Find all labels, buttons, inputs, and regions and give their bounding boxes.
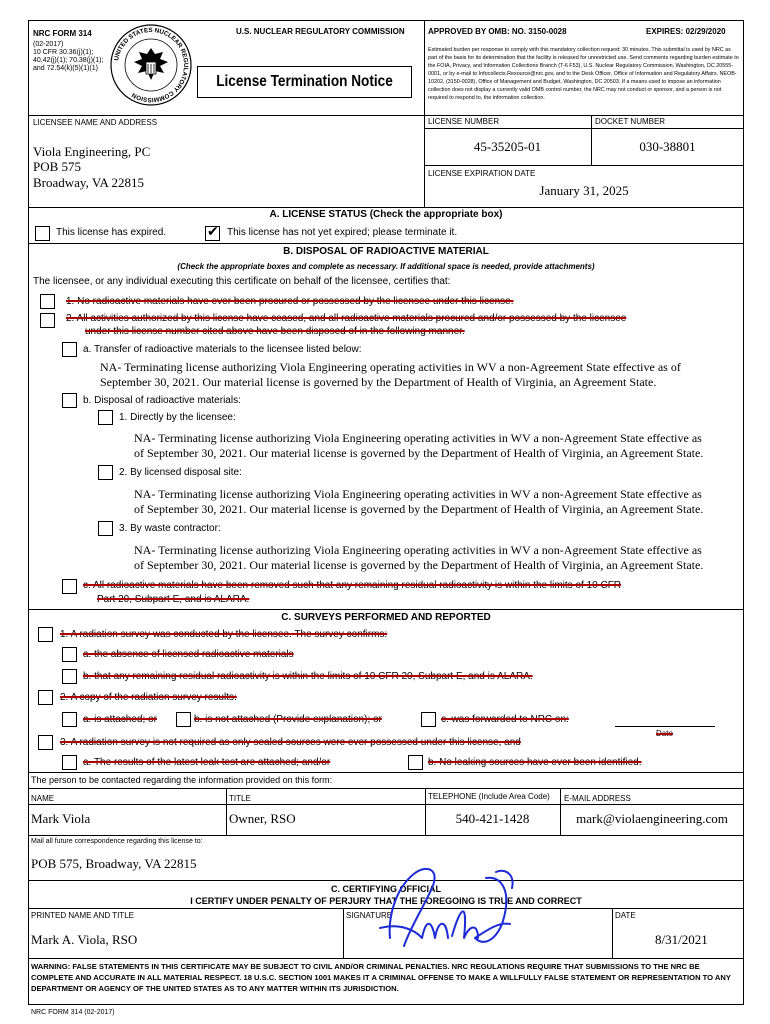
section-b-rule — [28, 243, 744, 244]
c2a-checkbox[interactable] — [62, 712, 77, 727]
form-date: (02-2017) — [33, 41, 64, 48]
certify-title: C. CERTIFYING OFFICIAL — [331, 884, 441, 894]
b2b2-label: 2. By licensed disposal site: — [119, 467, 242, 478]
licensee-label: LICENSEE NAME AND ADDRESS — [33, 118, 158, 127]
b1-checkbox[interactable] — [40, 294, 55, 309]
not-expired-checkbox[interactable] — [205, 226, 220, 241]
docket-number-label: DOCKET NUMBER — [595, 117, 666, 126]
form-number: NRC FORM 314 — [33, 29, 92, 38]
section-c-rule — [28, 609, 744, 610]
contact-email-label: E-MAIL ADDRESS — [564, 794, 631, 803]
b2-text-line2: under this license number cited above have been disposed of in the following manner. — [85, 326, 465, 337]
c2-text: 2. A copy of the radiation survey results: — [60, 692, 237, 703]
contact-phone-label: TELEPHONE (Include Area Code) — [428, 792, 550, 801]
b2b3-label: 3. By waste contractor: — [119, 523, 221, 534]
b2b3-text-line1[interactable]: NA- Terminating license authorizing Viola Engineering operating activities in WV a non-Agreement State effective as — [134, 543, 702, 557]
b2b2-checkbox[interactable] — [98, 465, 113, 480]
contact-intro: The person to be contacted regarding the information provided on this form: — [31, 775, 333, 785]
c2b-checkbox[interactable] — [176, 712, 191, 727]
b2b2-text-line2[interactable]: of September 30, 2021. Our material license is governed by the Department of Health of Virginia, an Agreement State. — [134, 502, 704, 516]
section-b-intro: The licensee, or any individual executing this certificate on behalf of the licensee, certifies that: — [33, 276, 451, 287]
contact-name-label: NAME — [31, 794, 55, 803]
b2a-text-line1[interactable]: NA- Terminating license authorizing Viola Engineering operating activities in WV a non-Agreement State effective as of — [100, 360, 681, 374]
c1a-text: a. the absence of licensed radioactive materials — [83, 649, 294, 660]
header-rule — [28, 115, 744, 116]
agency-name: U.S. NUCLEAR REGULATORY COMMISSION — [236, 27, 405, 36]
printed-name-label: PRINTED NAME AND TITLE — [31, 911, 134, 920]
contact-title-label: TITLE — [229, 794, 251, 803]
not-expired-label: This license has not yet expired; please terminate it. — [227, 227, 458, 238]
b2b1-checkbox[interactable] — [98, 410, 113, 425]
svg-text:UNITED STATES NUCLEAR REGULATO: UNITED STATES NUCLEAR REGULATORY COMMISSION — [113, 26, 190, 104]
c2c-text: c. was forwarded to NRC on: — [441, 714, 569, 725]
b2b-checkbox[interactable] — [62, 393, 77, 408]
form-title: License Termination Notice — [216, 73, 393, 90]
b2b3-text-line2[interactable]: of September 30, 2021. Our material license is governed by the Department of Health of Virginia, an Agreement State. — [134, 558, 704, 572]
b2b1-text-line2[interactable]: of September 30, 2021. Our material license is governed by the Department of Health of Virginia, an Agreement State. — [134, 446, 704, 460]
b2c-checkbox[interactable] — [62, 579, 77, 594]
contact-label-rule — [28, 804, 744, 805]
contact-phone-field[interactable]: 540-421-1428 — [455, 811, 530, 826]
c3-checkbox[interactable] — [38, 735, 53, 750]
handwritten-signature[interactable] — [360, 858, 530, 958]
certify-subtitle: I CERTIFY UNDER PENALTY OF PERJURY THAT THE FOREGOING IS TRUE AND CORRECT — [190, 896, 582, 906]
c2a-text: a. is attached; or — [83, 714, 157, 725]
section-b-subtitle: (Check the appropriate boxes and complete as necessary. If additional space is needed, provide attachments) — [177, 262, 595, 271]
cfr-line-1: 10 CFR 30.36(j)(1); — [33, 49, 94, 56]
warning-rule — [28, 958, 744, 959]
b2a-label: a. Transfer of radioactive materials to the licensee listed below: — [83, 344, 362, 355]
c3a-text: a. The results of the latest leak test are attached; and/or — [83, 757, 331, 768]
c2c-date-line[interactable] — [615, 726, 715, 727]
form-title-box — [197, 66, 412, 98]
section-a-rule — [28, 207, 744, 208]
c3a-checkbox[interactable] — [62, 755, 77, 770]
c2-checkbox[interactable] — [38, 690, 53, 705]
section-a-title: A. LICENSE STATUS (Check the appropriate box) — [269, 209, 503, 220]
mail-label: Mail all future correspondence regarding this license to: — [31, 838, 203, 845]
c3b-text: b. No leaking sources have ever been identified. — [428, 757, 642, 768]
license-number-label: LICENSE NUMBER — [428, 117, 500, 126]
c3-text: 3. A radiation survey is not required as only sealed sources were ever possessed under this license, and — [60, 737, 521, 748]
b2b1-label: 1. Directly by the licensee: — [119, 412, 236, 423]
mail-field[interactable]: POB 575, Broadway, VA 22815 — [31, 856, 197, 871]
docket-number-field[interactable]: 030-38801 — [639, 139, 696, 154]
contact-title-field[interactable]: Owner, RSO — [229, 811, 296, 826]
c3b-checkbox[interactable] — [408, 755, 423, 770]
b2b2-text-line1[interactable]: NA- Terminating license authorizing Viola Engineering operating activities in WV a non-Agreement State effective as — [134, 487, 702, 501]
b2b-label: b. Disposal of radioactive materials: — [83, 395, 241, 406]
b2c-text-line2: Part 20, Subpart E, and is ALARA. — [97, 594, 250, 605]
license-expiration-label: LICENSE EXPIRATION DATE — [428, 169, 536, 178]
signature-label: SIGNATURE — [346, 911, 393, 920]
warning-text: WARNING: FALSE STATEMENTS IN THIS CERTIFICATE MAY BE SUBJECT TO CIVIL AND/OR CRIMINAL PENALTIES. NRC REGULATIONS REQUIRE THAT SUBMISSIONS TO THE NRC BE COMPLETE AND ACCURATE IN ALL MATERIAL RESPECT. 18 U.S.C. SECTION 1001 MAKES IT A CRIMINAL OFFENSE TO MAKE A WILLFULLY FALSE STATEMENT OR REPRESENTATION TO ANY DEPARTMENT OR AGENCY OF THE UNITED STATES AS TO ANY MATTER WITHIN ITS JURISDICTION. — [31, 962, 731, 993]
c1-checkbox[interactable] — [38, 627, 53, 642]
section-c-title: C. SURVEYS PERFORMED AND REPORTED — [281, 612, 491, 623]
license-number-rule — [424, 128, 744, 129]
c1b-checkbox[interactable] — [62, 669, 77, 684]
footer-form-id: NRC FORM 314 (02-2017) — [31, 1009, 115, 1016]
contact-name-field[interactable]: Mark Viola — [31, 811, 91, 826]
license-expiration-field[interactable]: January 31, 2025 — [539, 183, 629, 198]
c1a-checkbox[interactable] — [62, 647, 77, 662]
b2a-text-line2[interactable]: September 30, 2021. Our material license is governed by the Department of Health of Virginia, an Agreement State. — [100, 375, 657, 389]
licensee-address-2[interactable]: Broadway, VA 22815 — [33, 175, 144, 190]
b2-text-line1: 2. All activities authorized by this license have ceased, and all radioactive materials procured and/or possessed by the licensee — [66, 313, 627, 324]
b2a-checkbox[interactable] — [62, 342, 77, 357]
expiration-date: EXPIRES: 02/29/2020 — [646, 27, 726, 36]
b2b3-checkbox[interactable] — [98, 521, 113, 536]
certify-date-label: DATE — [615, 911, 636, 920]
cfr-line-3: and 72.54(k)(5)(1)(1) — [33, 65, 98, 72]
header-divider — [424, 20, 425, 115]
section-b-title: B. DISPOSAL OF RADIOACTIVE MATERIAL — [283, 246, 489, 257]
c2c-date-label: Date — [656, 729, 673, 738]
certify-date-field[interactable]: 8/31/2021 — [655, 932, 708, 947]
c1b-text: b. that any remaining residual radioactivity is within the limits of 10 CFR 20, Subpart E, and is ALARA. — [83, 671, 533, 682]
c2b-text: b. is not attached (Provide explanation); or — [194, 714, 382, 725]
licensee-name[interactable]: Viola Engineering, PC — [33, 144, 151, 159]
omb-number: APPROVED BY OMB: NO. 3150-0028 — [428, 27, 567, 36]
b2b1-text-line1[interactable]: NA- Terminating license authorizing Viola Engineering operating activities in WV a non-Agreement State effective as — [134, 431, 702, 445]
burden-statement: Estimated burden per response to comply with this mandatory collection request: 30 minutes. This submittal is used by NRC as part of the basis for its determination that the facility is released for unrestricted use. Send comments regarding burden estimate to the FOIA, Privacy, and Information Collections Branch (T-6 F53), U.S. Nuclear Regulatory Commission, Washington, DC 20555-0001, or by e-mail to Infocollects.Resource@nrc.gov, and to the Desk Officer, Office of Information and Regulatory Affairs, NEOB-10202, (3150-0028), Office of Management and Budget, Washington, DC 20503. If a means used to impose an information collection does not display a currently valid OMB control number, the NRC may not conduct or sponsor, and a person is not required to respond to, the information collection. — [428, 47, 739, 101]
licensee-address-1[interactable]: POB 575 — [33, 159, 82, 174]
b1-text: 1. No radioactive materials have ever been procured or possessed by the licensee under this license. — [66, 296, 514, 307]
expired-label: This license has expired. — [56, 227, 167, 238]
contact-top-rule — [28, 788, 744, 789]
title-divider — [226, 788, 227, 835]
date-divider — [612, 908, 613, 958]
b2c-text-line1: c. All radioactive materials have been removed such that any remaining residual radioactivity is within the limits of 10 CFR — [83, 580, 622, 591]
mail-rule — [28, 835, 744, 836]
signature-divider — [343, 908, 344, 958]
b2-checkbox[interactable] — [40, 313, 55, 328]
c2c-checkbox[interactable] — [421, 712, 436, 727]
expired-checkbox[interactable] — [35, 226, 50, 241]
printed-name-field[interactable]: Mark A. Viola, RSO — [31, 932, 138, 947]
contact-rule — [28, 772, 744, 773]
cfr-line-2: 40.42(j)(1); 70.38(j)(1); — [33, 57, 104, 64]
expiration-rule — [424, 165, 744, 166]
contact-email-field[interactable]: mark@violaengineering.com — [576, 811, 728, 826]
c1-text: 1. A radiation survey was conducted by the licensee. The survey confirms: — [60, 629, 388, 640]
license-number-field[interactable]: 45-35205-01 — [473, 139, 542, 154]
nrc-seal — [108, 22, 194, 108]
